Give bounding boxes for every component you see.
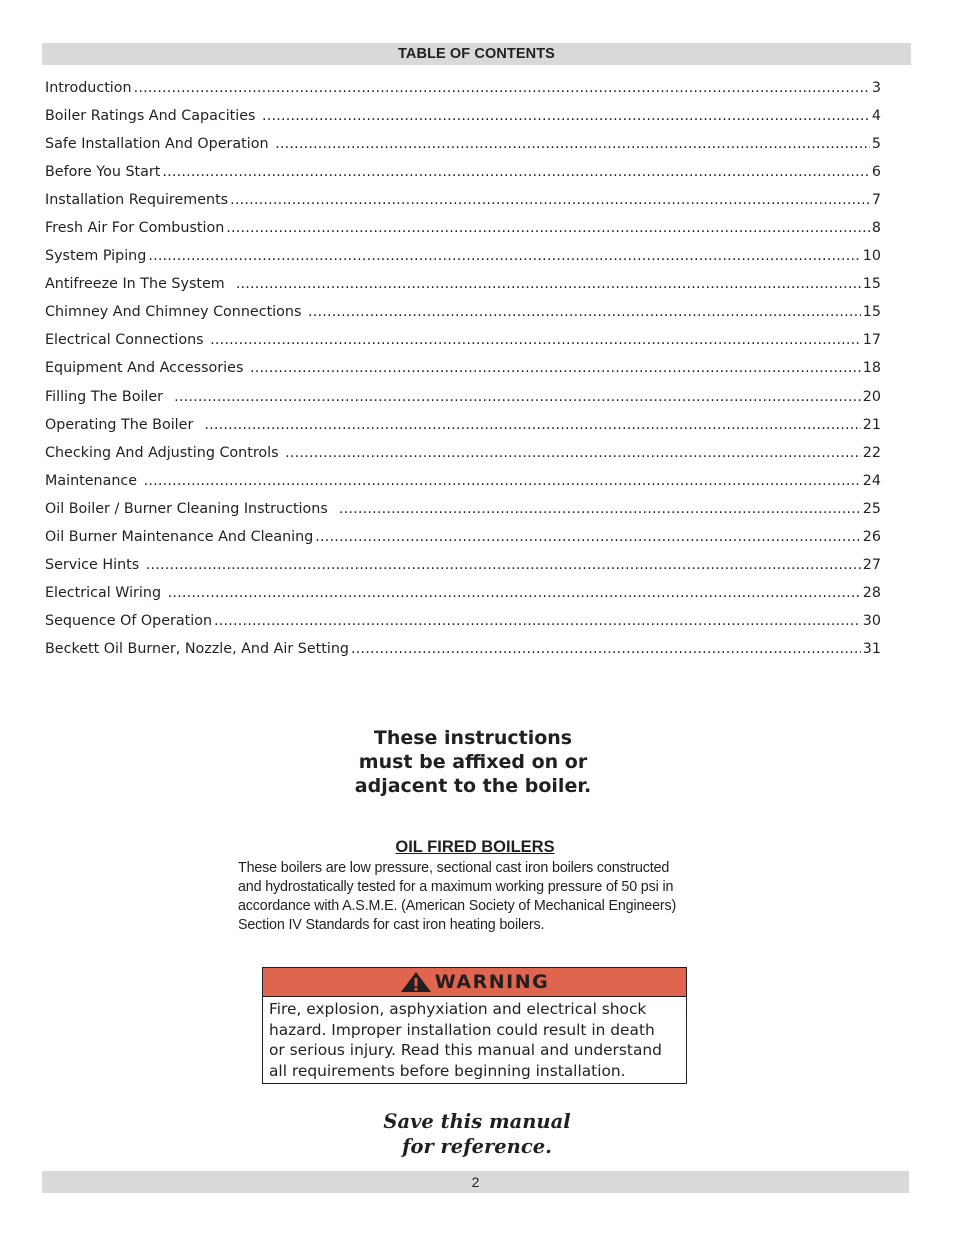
toc-leader-dots	[162, 162, 869, 182]
toc-entry-title: Before You Start	[45, 164, 161, 181]
toc-entry-page: 8	[871, 220, 881, 237]
toc-entry[interactable]	[45, 499, 881, 527]
toc-entry[interactable]	[45, 415, 881, 443]
toc-entry[interactable]	[45, 246, 881, 274]
toc-header-title: TABLE OF CONTENTS	[398, 46, 555, 62]
toc-leader-dots	[351, 639, 861, 659]
warning-line: Fire, explosion, asphyxiation and electrical shock	[269, 1000, 647, 1018]
toc-entry-page: 31	[862, 640, 881, 657]
toc-entry-page: 30	[862, 612, 881, 629]
oil-section-body	[238, 859, 718, 935]
toc-entry-title: Checking And Adjusting Controls	[45, 444, 284, 461]
oil-section-line: These boilers are low pressure, sectional cast iron boilers constructed	[238, 860, 670, 876]
toc-leader-dots	[250, 358, 861, 378]
save-note-line: for reference.	[402, 1135, 552, 1158]
toc-leader-dots	[308, 302, 861, 322]
toc-entry[interactable]	[45, 218, 881, 246]
toc-leader-dots	[315, 527, 861, 547]
toc-entry[interactable]	[45, 611, 881, 639]
affix-notice-line: These instructions	[373, 727, 573, 749]
toc-entry-title: Chimney And Chimney Connections	[45, 304, 306, 321]
footer-bar	[42, 1171, 909, 1193]
toc-leader-dots	[174, 387, 861, 407]
toc-entry-title: Antifreeze In The System	[45, 276, 234, 293]
affix-notice	[300, 726, 646, 798]
toc-entry[interactable]	[45, 471, 881, 499]
toc-leader-dots	[214, 611, 861, 631]
toc-entry[interactable]	[45, 639, 881, 667]
toc-entry[interactable]	[45, 190, 881, 218]
oil-section-line: and hydrostatically tested for a maximum working pressure of 50 psi in	[238, 879, 674, 895]
page-number: 2	[471, 1174, 480, 1190]
toc-entry-page: 24	[862, 472, 881, 489]
toc-entry[interactable]	[45, 274, 881, 302]
toc-leader-dots	[144, 471, 861, 491]
toc-entry[interactable]	[45, 330, 881, 358]
toc-entry-title: Safe Installation And Operation	[45, 136, 274, 153]
affix-notice-line: must be affixed on or	[358, 751, 588, 773]
toc-entry-page: 25	[862, 500, 881, 517]
toc-entry-page: 6	[871, 164, 881, 181]
save-manual-note	[330, 1109, 624, 1159]
toc-leader-dots	[134, 78, 870, 98]
warning-text	[263, 997, 686, 1081]
toc-leader-dots	[148, 246, 860, 266]
toc-entry-title: Introduction	[45, 80, 132, 96]
warning-header	[263, 968, 686, 997]
toc-entry-title: Electrical Wiring	[45, 584, 166, 601]
toc-entry[interactable]	[45, 527, 881, 555]
toc-entry-title: Filling The Boiler	[45, 388, 173, 405]
toc-entry-title: Equipment And Accessories	[45, 360, 248, 377]
toc-entry-title: Fresh Air For Combustion	[45, 220, 225, 237]
toc-entry[interactable]	[45, 443, 881, 471]
toc-entry-page: 15	[862, 304, 881, 321]
warning-triangle-icon	[400, 971, 432, 993]
toc-entry[interactable]	[45, 134, 881, 162]
toc-entry-title: Sequence Of Operation	[45, 612, 213, 629]
save-note-line: Save this manual	[383, 1110, 571, 1133]
warning-box	[262, 967, 687, 1084]
toc-entry-page: 7	[871, 192, 881, 209]
toc-entry-page: 28	[862, 584, 881, 601]
toc-entry[interactable]	[45, 583, 881, 611]
toc-leader-dots	[236, 274, 861, 294]
toc-entry-page: 20	[862, 388, 881, 405]
toc-entry-title: Oil Burner Maintenance And Cleaning	[45, 528, 314, 545]
toc-entry-title: Service Hints	[45, 556, 144, 573]
oil-section-line: Section IV Standards for cast iron heating boilers.	[238, 917, 545, 933]
warning-line: hazard. Improper installation could result in death	[269, 1020, 655, 1039]
affix-notice-line: adjacent to the boiler.	[354, 775, 592, 797]
toc-leader-dots	[275, 134, 870, 154]
warning-line: all requirements before beginning installation.	[269, 1061, 626, 1080]
toc-list	[45, 78, 881, 667]
toc-entry-page: 22	[862, 444, 881, 461]
toc-entry-title: Beckett Oil Burner, Nozzle, And Air Setting	[45, 640, 349, 657]
toc-entry-page: 27	[862, 556, 881, 573]
toc-leader-dots	[285, 443, 861, 463]
toc-entry-page: 3	[871, 80, 881, 96]
toc-entry-page: 26	[862, 528, 881, 545]
toc-leader-dots	[146, 555, 861, 575]
toc-leader-dots	[168, 583, 861, 603]
toc-entry-page: 15	[862, 276, 881, 293]
toc-entry-page: 10	[862, 248, 881, 265]
toc-leader-dots	[226, 218, 870, 238]
toc-entry[interactable]	[45, 302, 881, 330]
toc-entry-page: 17	[862, 332, 881, 349]
toc-entry-page: 21	[862, 416, 881, 433]
toc-entry[interactable]	[45, 387, 881, 415]
toc-entry-title: System Piping	[45, 248, 147, 265]
toc-leader-dots	[204, 415, 860, 435]
oil-section-line: accordance with A.S.M.E. (American Society of Mechanical Engineers)	[238, 898, 677, 914]
toc-entry-title: Boiler Ratings And Capacities	[45, 108, 261, 125]
toc-leader-dots	[230, 190, 870, 210]
toc-entry-title: Electrical Connections	[45, 332, 209, 349]
warning-label: WARNING	[434, 971, 550, 993]
toc-entry[interactable]	[45, 162, 881, 190]
oil-section-title: OIL FIRED BOILERS	[395, 838, 555, 856]
toc-entry[interactable]	[45, 78, 881, 106]
toc-header	[42, 43, 911, 65]
toc-entry-title: Operating The Boiler	[45, 416, 203, 433]
toc-entry-title: Installation Requirements	[45, 192, 229, 209]
toc-leader-dots	[210, 330, 861, 350]
toc-leader-dots	[262, 106, 870, 126]
toc-entry-page: 4	[871, 108, 881, 125]
toc-leader-dots	[339, 499, 861, 519]
toc-entry[interactable]	[45, 106, 881, 134]
toc-entry-page: 5	[871, 136, 881, 153]
toc-entry-title: Oil Boiler / Burner Cleaning Instructions	[45, 500, 337, 517]
warning-line: or serious injury. Read this manual and understand	[269, 1041, 662, 1059]
toc-entry-page: 18	[862, 360, 881, 377]
toc-entry-title: Maintenance	[45, 472, 142, 489]
toc-entry[interactable]	[45, 358, 881, 386]
toc-entry[interactable]	[45, 555, 881, 583]
